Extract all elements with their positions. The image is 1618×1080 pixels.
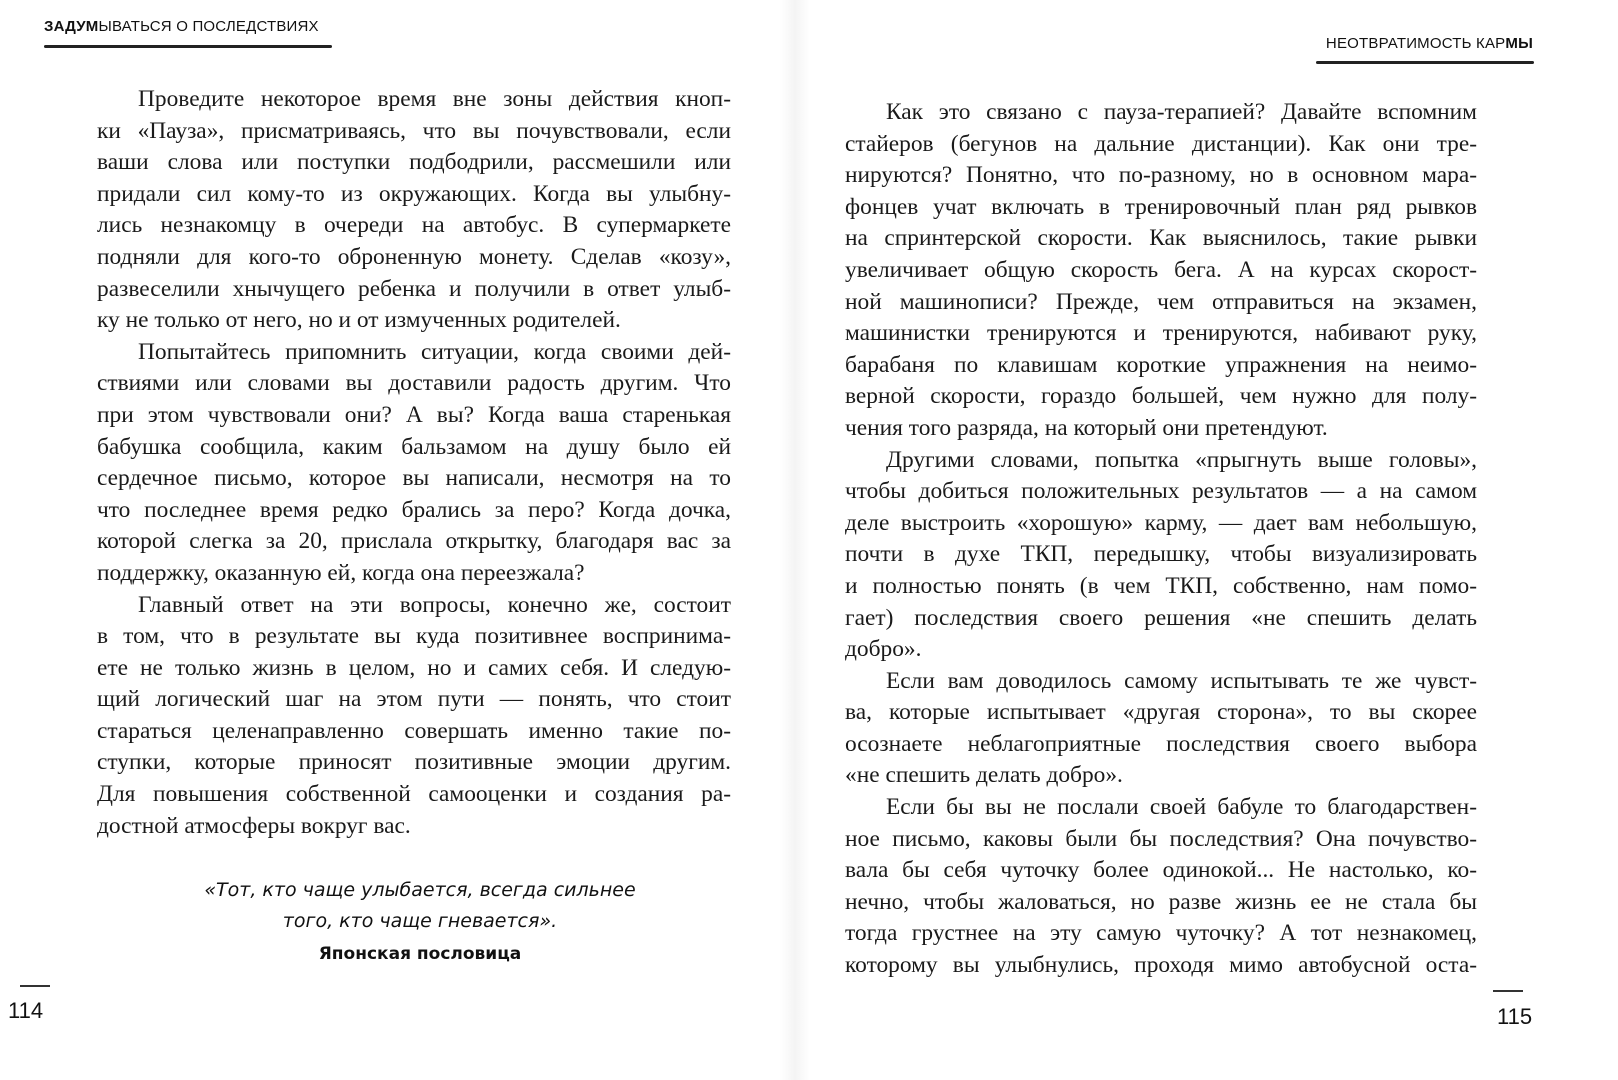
page-number-rule <box>1493 990 1523 992</box>
text-line: Как это связано с пауза-терапией? Давайте вспомним <box>886 99 1477 125</box>
text-line: лись незнакомцу в очереди на автобус. В супермаркете <box>97 212 731 239</box>
text-line: фонцев учат включать в тренировочный план ряд рывков <box>845 193 1477 220</box>
page-number: 114 <box>8 998 44 1023</box>
text-line: при этом чувствовали они? А вы? Когда ваша старенькая <box>97 401 731 428</box>
running-head-bold: ЗАДУМ <box>44 18 99 35</box>
left-body-text <box>97 84 731 842</box>
text-line: Если вам доводилось самому испытывать те же чувст- <box>886 667 1477 694</box>
text-line: осознаете неблагоприятные последствия своего выбора <box>845 730 1477 757</box>
text-line: Попытайтесь припомнить ситуации, когда своими дей- <box>138 338 731 365</box>
text-line: стараться целенаправленно совершать именно такие по- <box>97 717 731 744</box>
text-line: и полностью понять (в чем ТКП, собственно, нам помо- <box>845 572 1477 599</box>
epigraph-quote <box>120 875 720 971</box>
text-line: Если бы вы не послали своей бабуле то благодарствен- <box>886 794 1477 821</box>
text-line: «не спешить делать добро». <box>845 762 1123 789</box>
right-running-head <box>1326 35 1533 52</box>
text-line: Главный ответ на эти вопросы, конечно же, состоит <box>138 591 731 618</box>
right-page <box>790 0 1618 1080</box>
text-line: машинистки тренируются и тренируются, набивают руку, <box>845 320 1477 347</box>
text-line: ное письмо, каковы были бы последствия? Она почувство- <box>845 825 1477 852</box>
text-line: придали сил кому-то из окружающих. Когда вы улыбну- <box>97 180 731 207</box>
text-line: ва, которые испытывает «другая сторона», то вы скорее <box>845 699 1477 726</box>
text-line: ступки, которые приносят позитивные эмоции другим. <box>97 749 731 776</box>
left-running-head <box>44 18 319 35</box>
text-line: бабушка сообщила, каким бальзамом на душу было ей <box>97 433 731 460</box>
text-line: поддержку, оказанную ей, когда она переезжала? <box>97 559 585 586</box>
text-line: тогда грустнее на эту самую чуточку? А тот незнакомец, <box>845 920 1477 947</box>
text-line: стайеров (бегунов на дальние дистанции). Как они тре- <box>845 130 1477 157</box>
text-line: в том, что в результате вы куда позитивнее воспринима- <box>97 623 731 650</box>
text-line: развеселили хнычущего ребенка и получили в ответ улыб- <box>97 275 731 302</box>
text-line: щий логический шаг на этом пути — понять, что стоит <box>97 686 731 713</box>
text-line: Для повышения собственной самооценки и создания ра- <box>97 781 731 808</box>
running-head-bold: МЫ <box>1505 35 1533 52</box>
text-line: нируются? Понятно, что по-разному, но в основном мара- <box>845 162 1477 189</box>
text-line: чения того разряда, на который они претендуют. <box>845 414 1328 441</box>
text-line: которому вы улыбнулись, проходя мимо автобусной оста- <box>845 952 1477 979</box>
text-line: ной машинописи? Прежде, чем отправиться на экзамен, <box>845 288 1477 315</box>
text-line: чтобы добиться положительных результатов — а на самом <box>845 478 1477 505</box>
text-line: вала бы себя чуточку более одинокой... Не настолько, ко- <box>845 857 1477 884</box>
text-line: сердечное письмо, которое вы написали, несмотря на то <box>97 465 731 492</box>
text-line: гает) последствия своего решения «не спешить делать <box>845 604 1477 631</box>
text-line: барабаня по клавишам короткие упражнения на неимо- <box>845 351 1477 378</box>
text-line: ствиями или словами вы доставили радость другим. Что <box>97 370 731 397</box>
text-line: которой слегка за 20, прислала открытку, благодаря вас за <box>97 528 731 555</box>
text-line: ете не только жизнь в целом, но и самих себя. И следую- <box>97 654 731 681</box>
text-line: что последнее время редко брались за перо? Когда дочка, <box>97 496 731 523</box>
text-line: ваши слова или поступки подбодрили, рассмешили или <box>97 149 731 176</box>
text-line: добро». <box>845 636 922 663</box>
text-line: достной атмосферы вокруг вас. <box>97 812 411 839</box>
text-line: на спринтерской скорости. Как выяснилось, такие рывки <box>845 225 1477 252</box>
text-line: Проведите некоторое время вне зоны действия кноп- <box>138 86 731 112</box>
text-line: увеличивает общую скорость бега. А на курсах скорост- <box>845 256 1477 283</box>
text-line: подняли для кого-то оброненную монету. Сделав «козу», <box>97 243 731 270</box>
right-head-rule <box>1316 61 1534 64</box>
text-line: ку не только от него, но и от измученных родителей. <box>97 307 621 334</box>
page-number-rule <box>20 985 50 987</box>
text-line: нечно, чтобы жаловаться, но разве жизнь ее не стала бы <box>845 888 1477 915</box>
text-line: деле выстроить «хорошую» карму, — дает вам небольшую, <box>845 509 1477 536</box>
quote-author: Японская пословица <box>318 944 522 964</box>
text-line: почти в духе ТКП, передышку, чтобы визуализировать <box>845 541 1477 568</box>
text-line: верной скорости, гораздо большей, чем нужно для полу- <box>845 383 1477 410</box>
running-head-regular: ЫВАТЬСЯ О ПОСЛЕДСТВИЯХ <box>98 18 319 35</box>
left-page <box>0 0 790 1080</box>
text-line: Другими словами, попытка «прыгнуть выше головы», <box>886 446 1477 473</box>
quote-line: «Тот, кто чаще улыбается, всегда сильнее <box>204 879 636 901</box>
left-head-rule <box>44 45 332 48</box>
text-line: ки «Пауза», присматриваясь, что вы почувствовали, если <box>97 117 731 144</box>
page-number: 115 <box>1497 1004 1533 1029</box>
right-body-text <box>845 97 1477 982</box>
running-head-regular: НЕОТВРАТИМОСТЬ КАР <box>1325 35 1506 52</box>
quote-line: того, кто чаще гневается». <box>282 910 558 932</box>
